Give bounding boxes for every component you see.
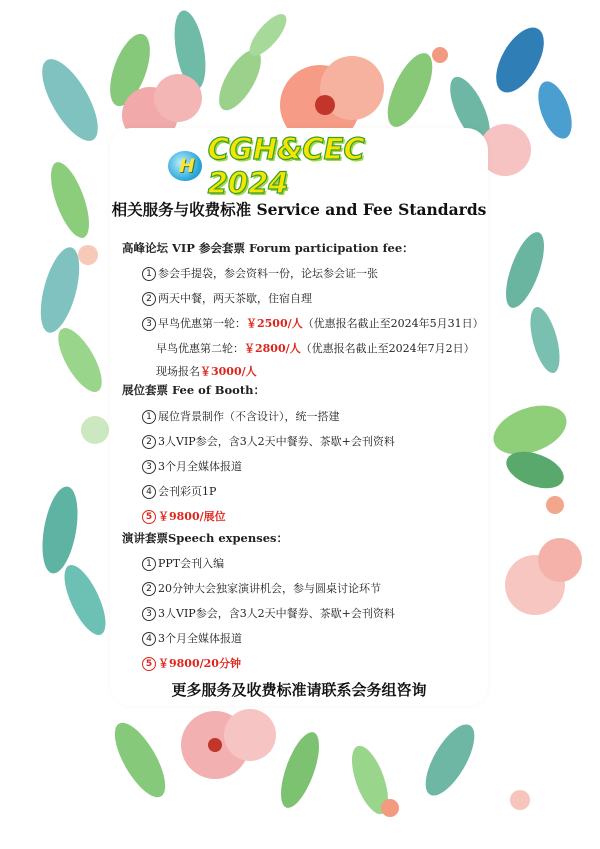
forum-item-2: 2 两天中餐，两天茶歇，住宿自理	[142, 290, 312, 306]
logo-text: CGH&CEC 2024	[207, 132, 365, 200]
number-badge: 1	[142, 410, 156, 424]
speech-item-3: 3 3人VIP参会，含3人2天中餐券、茶歇+会刊资料	[142, 605, 395, 621]
speech-item-4: 4 3个月全媒体报道	[142, 630, 242, 646]
number-badge: 5	[142, 657, 156, 671]
price: ￥2800/人	[244, 342, 301, 355]
forum-item-1: 1 参会手提袋，参会资料一份，论坛参会证一张	[142, 265, 378, 281]
forum-heading: 高峰论坛 VIP 参会套票 Forum participation fee：	[122, 241, 414, 255]
logo-badge-icon: H	[168, 151, 202, 181]
price: ￥9800/20分钟	[158, 657, 241, 670]
booth-heading: 展位套票 Fee of Booth：	[122, 383, 266, 397]
forum-item-3: 3 早鸟优惠第一轮：￥2500/人（优惠报名截止至2024年5月31日）	[142, 315, 484, 331]
number-badge: 2	[142, 292, 156, 306]
number-badge: 1	[142, 557, 156, 571]
event-logo	[168, 132, 440, 200]
number-badge: 2	[142, 582, 156, 596]
number-badge: 2	[142, 435, 156, 449]
bottom-decor	[105, 709, 530, 819]
price: ￥3000/人	[200, 365, 257, 378]
speech-item-2: 2 20分钟大会独家演讲机会，参与圆桌讨论环节	[142, 580, 381, 596]
speech-heading: 演讲套票Speech expenses：	[122, 531, 289, 545]
booth-item-4: 4 会刊彩页1P	[142, 483, 216, 499]
footer-contact: 更多服务及收费标准请联系会务组咨询	[171, 681, 427, 699]
number-badge: 4	[142, 485, 156, 499]
number-badge: 3	[142, 460, 156, 474]
number-badge: 4	[142, 632, 156, 646]
price: ￥2500/人	[246, 317, 303, 330]
left-leaves	[33, 158, 114, 641]
forum-onsite: 现场报名￥3000/人	[156, 365, 257, 378]
speech-item-5	[142, 655, 241, 671]
number-badge: 5	[142, 510, 156, 524]
booth-item-2: 2 3人VIP参会，含3人2天中餐券、茶歇+会刊资料	[142, 433, 395, 449]
booth-item-3: 3 3个月全媒体报道	[142, 458, 242, 474]
forum-round2: 早鸟优惠第二轮：￥2800/人（优惠报名截止至2024年7月2日）	[156, 342, 475, 355]
booth-item-1: 1 展位背景制作（不含设计），统一搭建	[142, 408, 340, 424]
booth-item-5	[142, 508, 226, 524]
right-leaves	[487, 228, 582, 615]
price: ￥9800/展位	[158, 510, 226, 523]
number-badge: 3	[142, 607, 156, 621]
number-badge: 3	[142, 317, 156, 331]
speech-item-1: 1 PPT会刊入编	[142, 555, 224, 571]
number-badge: 1	[142, 267, 156, 281]
page-title: 相关服务与收费标准 Service and Fee Standards	[111, 200, 487, 219]
